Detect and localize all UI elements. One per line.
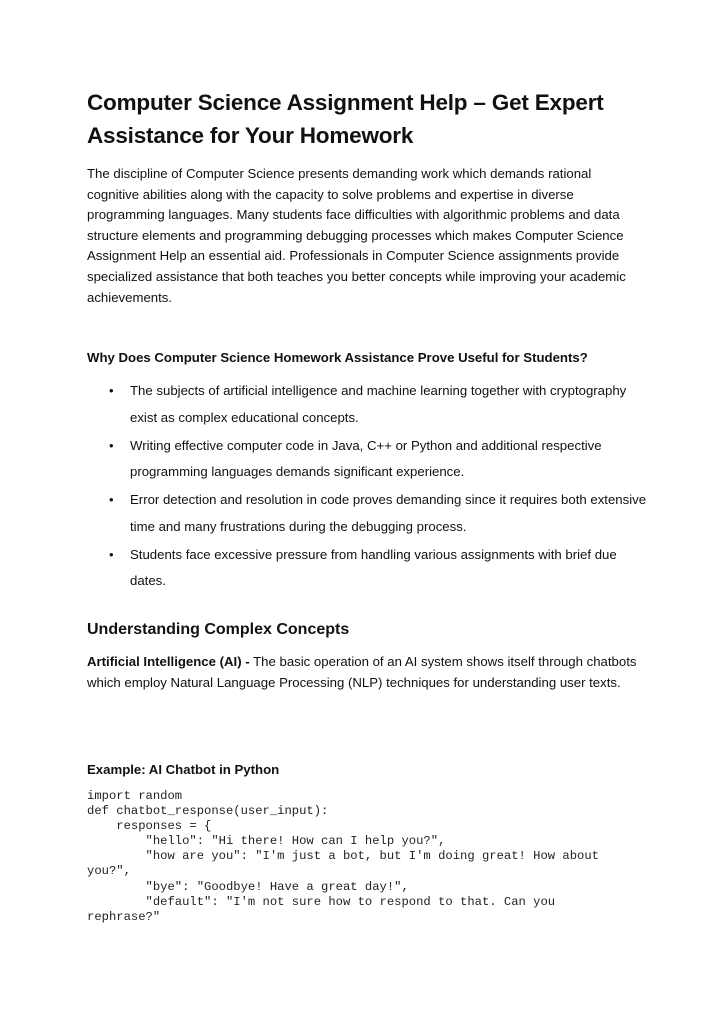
bullet-icon: •: [109, 546, 114, 562]
ai-description: The basic operation of an AI system shows itself through chatbots which employ Natural Language Processing (NLP) techniques for understanding user texts.: [87, 654, 637, 690]
code-block: import random def chatbot_response(user_input): responses = { "hello": "Hi there! How can I help you?", "how are you": "I'm just a bot, but I'm doing great! How about you?", "bye": "Goodbye! Have a great day!", "default": "I'm not sure how to respond to that. Can you rephrase?": [87, 789, 599, 924]
intro-paragraph: The discipline of Computer Science presents demanding work which demands rational cognitive abilities along with the capacity to solve problems and expertise in diverse programming languages. Many students face difficulties with algorithmic problems and data structure elements and programming debugging processes which makes Computer Science Assignment Help an essential aid. Professionals in Computer Science assignments provide specialized assistance that both teaches you better concepts while improving your academic achievements.: [87, 166, 626, 305]
bullet-icon: •: [109, 437, 114, 453]
benefits-list: [87, 378, 647, 596]
section-question-heading: Why Does Computer Science Homework Assistance Prove Useful for Students?: [87, 350, 588, 365]
list-item: [87, 487, 647, 540]
ai-paragraph: [87, 652, 643, 693]
list-item-text: Error detection and resolution in code proves demanding since it requires both extensive time and many frustrations during the debugging process.: [130, 492, 647, 534]
list-item: [87, 378, 647, 431]
list-item: [87, 542, 647, 595]
section-heading: Understanding Complex Concepts: [87, 621, 350, 638]
list-item: [87, 433, 647, 486]
list-item-text: The subjects of artificial intelligence and machine learning together with cryptography exist as complex educational concepts.: [130, 383, 627, 425]
list-item-text: Writing effective computer code in Java, C++ or Python and additional respective programming languages demands significant experience.: [130, 437, 602, 479]
bullet-icon: •: [109, 383, 114, 398]
page-title: Computer Science Assignment Help – Get Expert Assistance for Your Homework: [87, 90, 604, 148]
example-heading: Example: AI Chatbot in Python: [87, 762, 280, 777]
list-item-text: Students face excessive pressure from handling various assignments with brief due dates.: [130, 546, 617, 588]
bullet-icon: •: [109, 492, 114, 507]
ai-term-label: Artificial Intelligence (AI) -: [87, 654, 250, 669]
